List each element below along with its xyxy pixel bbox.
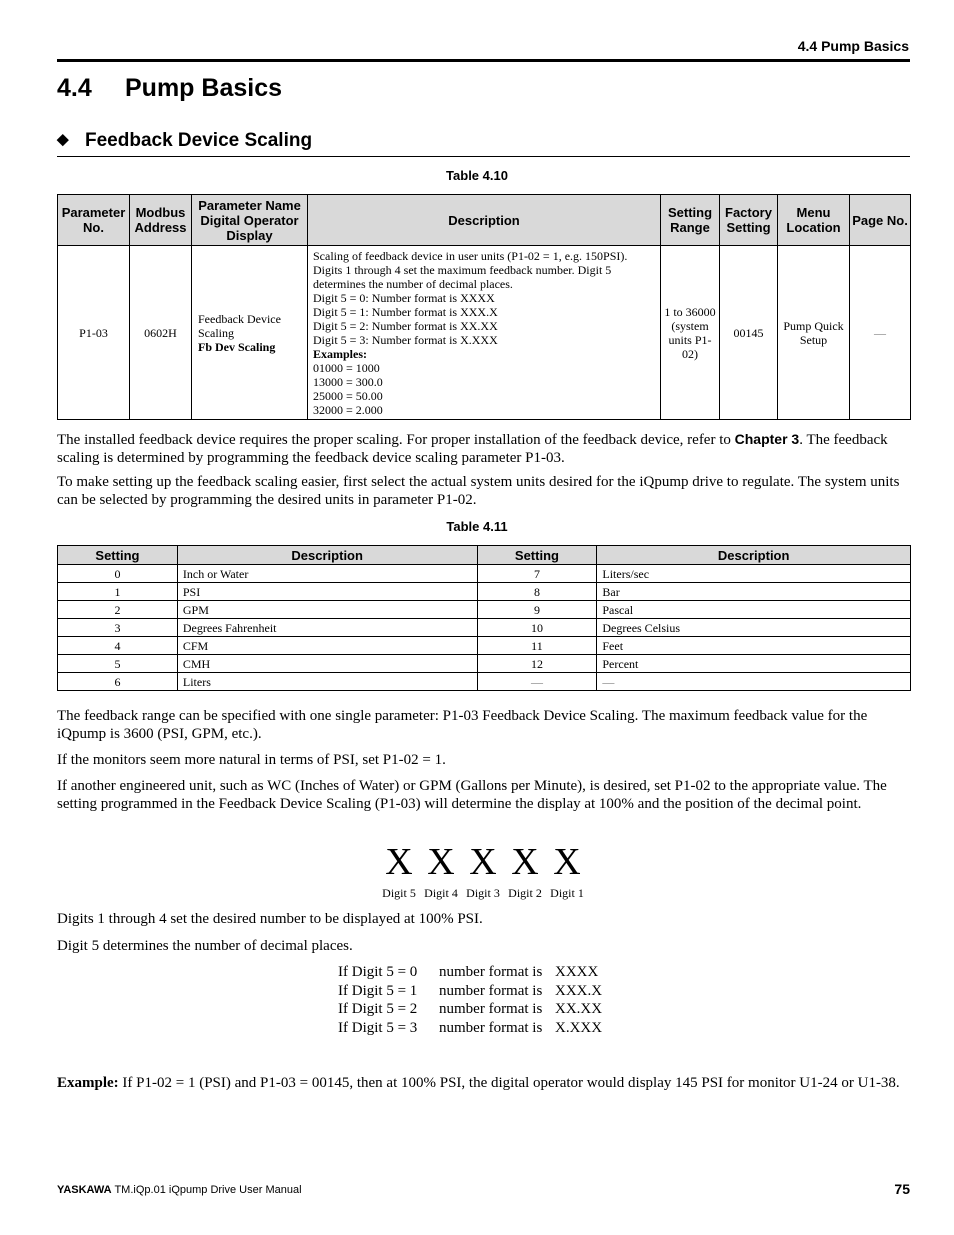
col-setting-range: Setting Range [661, 195, 720, 246]
col-page: Page No. [850, 195, 911, 246]
setting-cell: 10 [477, 619, 597, 637]
description-cell: GPM [177, 601, 477, 619]
desc-line: Digit 5 = 2: Number format is XX.XX [313, 318, 498, 333]
format-row [338, 1019, 602, 1038]
example-line: 25000 = 50.00 [313, 388, 383, 403]
digit-1 [546, 843, 588, 901]
setting-cell: 0 [58, 565, 178, 583]
digit-3 [462, 843, 504, 901]
desc-line: Digit 5 = 1: Number format is XXX.X [313, 304, 498, 319]
digit-char: X [427, 841, 455, 883]
paragraph: The feedback range can be specified with one single parameter: P1-03 Feedback Device Scaling. The maximum feedback value for the iQpump is 3600 (PSI, GPM, etc.). [57, 708, 868, 742]
table-4-10-caption: Table 4.10 [446, 168, 508, 183]
setting-cell: 3 [58, 619, 178, 637]
manual-title: TM.iQp.01 iQpump Drive User Manual [111, 1184, 302, 1196]
subsection-title [57, 130, 312, 152]
digit-label: Digit 3 [466, 886, 500, 900]
format-condition: If Digit 5 = 3 [338, 1020, 418, 1037]
description-cell: Feet [597, 637, 911, 655]
table-row [58, 601, 911, 619]
table-4-11-caption: Table 4.11 [446, 519, 508, 534]
menu-location-cell: Pump Quick Setup [778, 246, 850, 420]
description-cell: Inch or Water [177, 565, 477, 583]
col-setting: Setting [58, 546, 178, 565]
setting-cell: 12 [477, 655, 597, 673]
param-name: Feedback Device Scaling [198, 311, 281, 340]
digit-char: X [553, 841, 581, 883]
col-factory: Factory Setting [720, 195, 778, 246]
description-cell: Percent [597, 655, 911, 673]
table-row [58, 619, 911, 637]
description-cell: Pascal [597, 601, 911, 619]
format-value: XXXX [555, 964, 599, 980]
para1-before: The installed feedback device requires the proper scaling. For proper installation of the feedback device, refer to [57, 432, 735, 448]
format-text: number format is [439, 982, 543, 999]
paragraph: If the monitors seem more natural in terms of PSI, set P1-02 = 1. [57, 752, 446, 768]
example-text: If P1-02 = 1 (PSI) and P1-03 = 00145, then at 100% PSI, the digital operator would display 145 PSI for monitor U1-24 or U1-38. [118, 1075, 900, 1091]
subsection-rule [57, 156, 910, 157]
desc-line: Scaling of feedback device in user units (P1-02 = 1, e.g. 150PSI). [313, 248, 628, 263]
example-line: 32000 = 2.000 [313, 402, 383, 417]
brand-name: YASKAWA [57, 1184, 112, 1196]
parameter-table [57, 194, 911, 420]
setting-cell: 1 [58, 583, 178, 601]
diamond-bullet-icon: ◆ [57, 131, 69, 148]
col-param-name: Parameter Name Digital Operator Display [192, 195, 308, 246]
format-text: number format is [439, 1020, 543, 1037]
desc-line: Digit 5 = 0: Number format is XXXX [313, 290, 495, 305]
format-row [338, 963, 602, 982]
table-row [58, 655, 911, 673]
format-condition: If Digit 5 = 2 [338, 1001, 418, 1018]
page-number: 75 [894, 1181, 910, 1197]
col-setting: Setting [477, 546, 597, 565]
digit-4 [420, 843, 462, 901]
col-description: Description [177, 546, 477, 565]
description-cell: — [597, 673, 911, 691]
format-condition: If Digit 5 = 0 [338, 964, 418, 980]
setting-cell: 6 [58, 673, 178, 691]
modbus-cell: 0602H [130, 246, 192, 420]
digit-char: X [469, 841, 497, 883]
section-title [57, 74, 282, 103]
format-condition: If Digit 5 = 1 [338, 982, 418, 999]
table-row [58, 637, 911, 655]
description-cell: Degrees Celsius [597, 619, 911, 637]
description-cell: Liters [177, 673, 477, 691]
header-rule [57, 59, 910, 62]
col-description: Description [308, 195, 661, 246]
page-no-cell: — [850, 246, 911, 420]
paragraph: Digit 5 determines the number of decimal places. [57, 938, 353, 954]
param-name-cell [192, 246, 308, 420]
paragraph: To make setting up the feedback scaling easier, first select the actual system units desired for the iQpump drive to regulate. The system units can be selected by programming the desired units in parameter P1-02. [57, 474, 900, 508]
format-value: X.XXX [555, 1020, 603, 1037]
description-cell: CMH [177, 655, 477, 673]
param-no-cell: P1-03 [58, 246, 130, 420]
setting-cell: 9 [477, 601, 597, 619]
paragraph [57, 431, 910, 467]
setting-cell: 7 [477, 565, 597, 583]
format-row [338, 1000, 602, 1019]
section-number: 4.4 [57, 74, 92, 102]
col-description: Description [597, 546, 911, 565]
digit-char: X [511, 841, 539, 883]
paragraph: If another engineered unit, such as WC (Inches of Water) or GPM (Gallons per Minute), is desired, set P1-02 to the appropriate value. The setting programmed in the Feedback Device Scaling (P1-03) will determine the display at 100% and the position of the decimal point. [57, 778, 887, 812]
description-cell: PSI [177, 583, 477, 601]
units-table [57, 545, 911, 691]
example-paragraph [57, 1075, 910, 1093]
digit-5 [378, 843, 420, 901]
operator-display: Fb Dev Scaling [198, 339, 276, 354]
number-format-list [338, 963, 602, 1038]
paragraph: Digits 1 through 4 set the desired number to be displayed at 100% PSI. [57, 911, 483, 927]
digit-char: X [385, 841, 413, 883]
format-value: XXX.X [555, 982, 603, 999]
format-value: XX.XX [555, 1001, 603, 1018]
description-cell: Liters/sec [597, 565, 911, 583]
table-row [58, 673, 911, 691]
subsection-title-text: Feedback Device Scaling [85, 130, 313, 151]
description-cell [308, 246, 661, 420]
setting-cell: 11 [477, 637, 597, 655]
digit-2 [504, 843, 546, 901]
setting-range-cell: 1 to 36000 (system units P1-02) [661, 246, 720, 420]
format-text: number format is [439, 964, 543, 980]
table-row [58, 583, 911, 601]
para1-after: . The feedback scaling is determined by programming the feedback device scaling parameter P1-03. [57, 432, 888, 466]
table-header-row [58, 195, 911, 246]
format-text: number format is [439, 1001, 543, 1018]
setting-cell: 4 [58, 637, 178, 655]
format-row [338, 982, 602, 1001]
digit-label: Digit 4 [424, 886, 458, 900]
footer-manual-title [57, 1184, 302, 1196]
desc-line: Digit 5 = 3: Number format is X.XXX [313, 332, 498, 347]
setting-cell: 8 [477, 583, 597, 601]
factory-setting-cell: 00145 [720, 246, 778, 420]
example-label: Example: [57, 1075, 119, 1091]
section-title-text: Pump Basics [125, 74, 283, 102]
setting-cell: — [477, 673, 597, 691]
running-head: 4.4 Pump Basics [797, 38, 909, 54]
desc-line: determines the number of decimal places. [313, 276, 513, 291]
col-menu: Menu Location [778, 195, 850, 246]
table-row [58, 565, 911, 583]
examples-label: Examples: [313, 346, 367, 361]
description-cell: Bar [597, 583, 911, 601]
setting-cell: 2 [58, 601, 178, 619]
table-header-row [58, 546, 911, 565]
example-line: 13000 = 300.0 [313, 374, 383, 389]
setting-cell: 5 [58, 655, 178, 673]
digit-label: Digit 5 [382, 886, 416, 900]
table-row [58, 246, 911, 420]
chapter-3-link[interactable]: Chapter 3 [734, 431, 800, 447]
example-line: 01000 = 1000 [313, 360, 380, 375]
description-cell: Degrees Fahrenheit [177, 619, 477, 637]
digit-label: Digit 1 [550, 886, 584, 900]
digit-label: Digit 2 [508, 886, 542, 900]
desc-line: Digits 1 through 4 set the maximum feedback number. Digit 5 [313, 262, 612, 277]
col-modbus: Modbus Address [130, 195, 192, 246]
col-param-no: Parameter No. [58, 195, 130, 246]
description-cell: CFM [177, 637, 477, 655]
